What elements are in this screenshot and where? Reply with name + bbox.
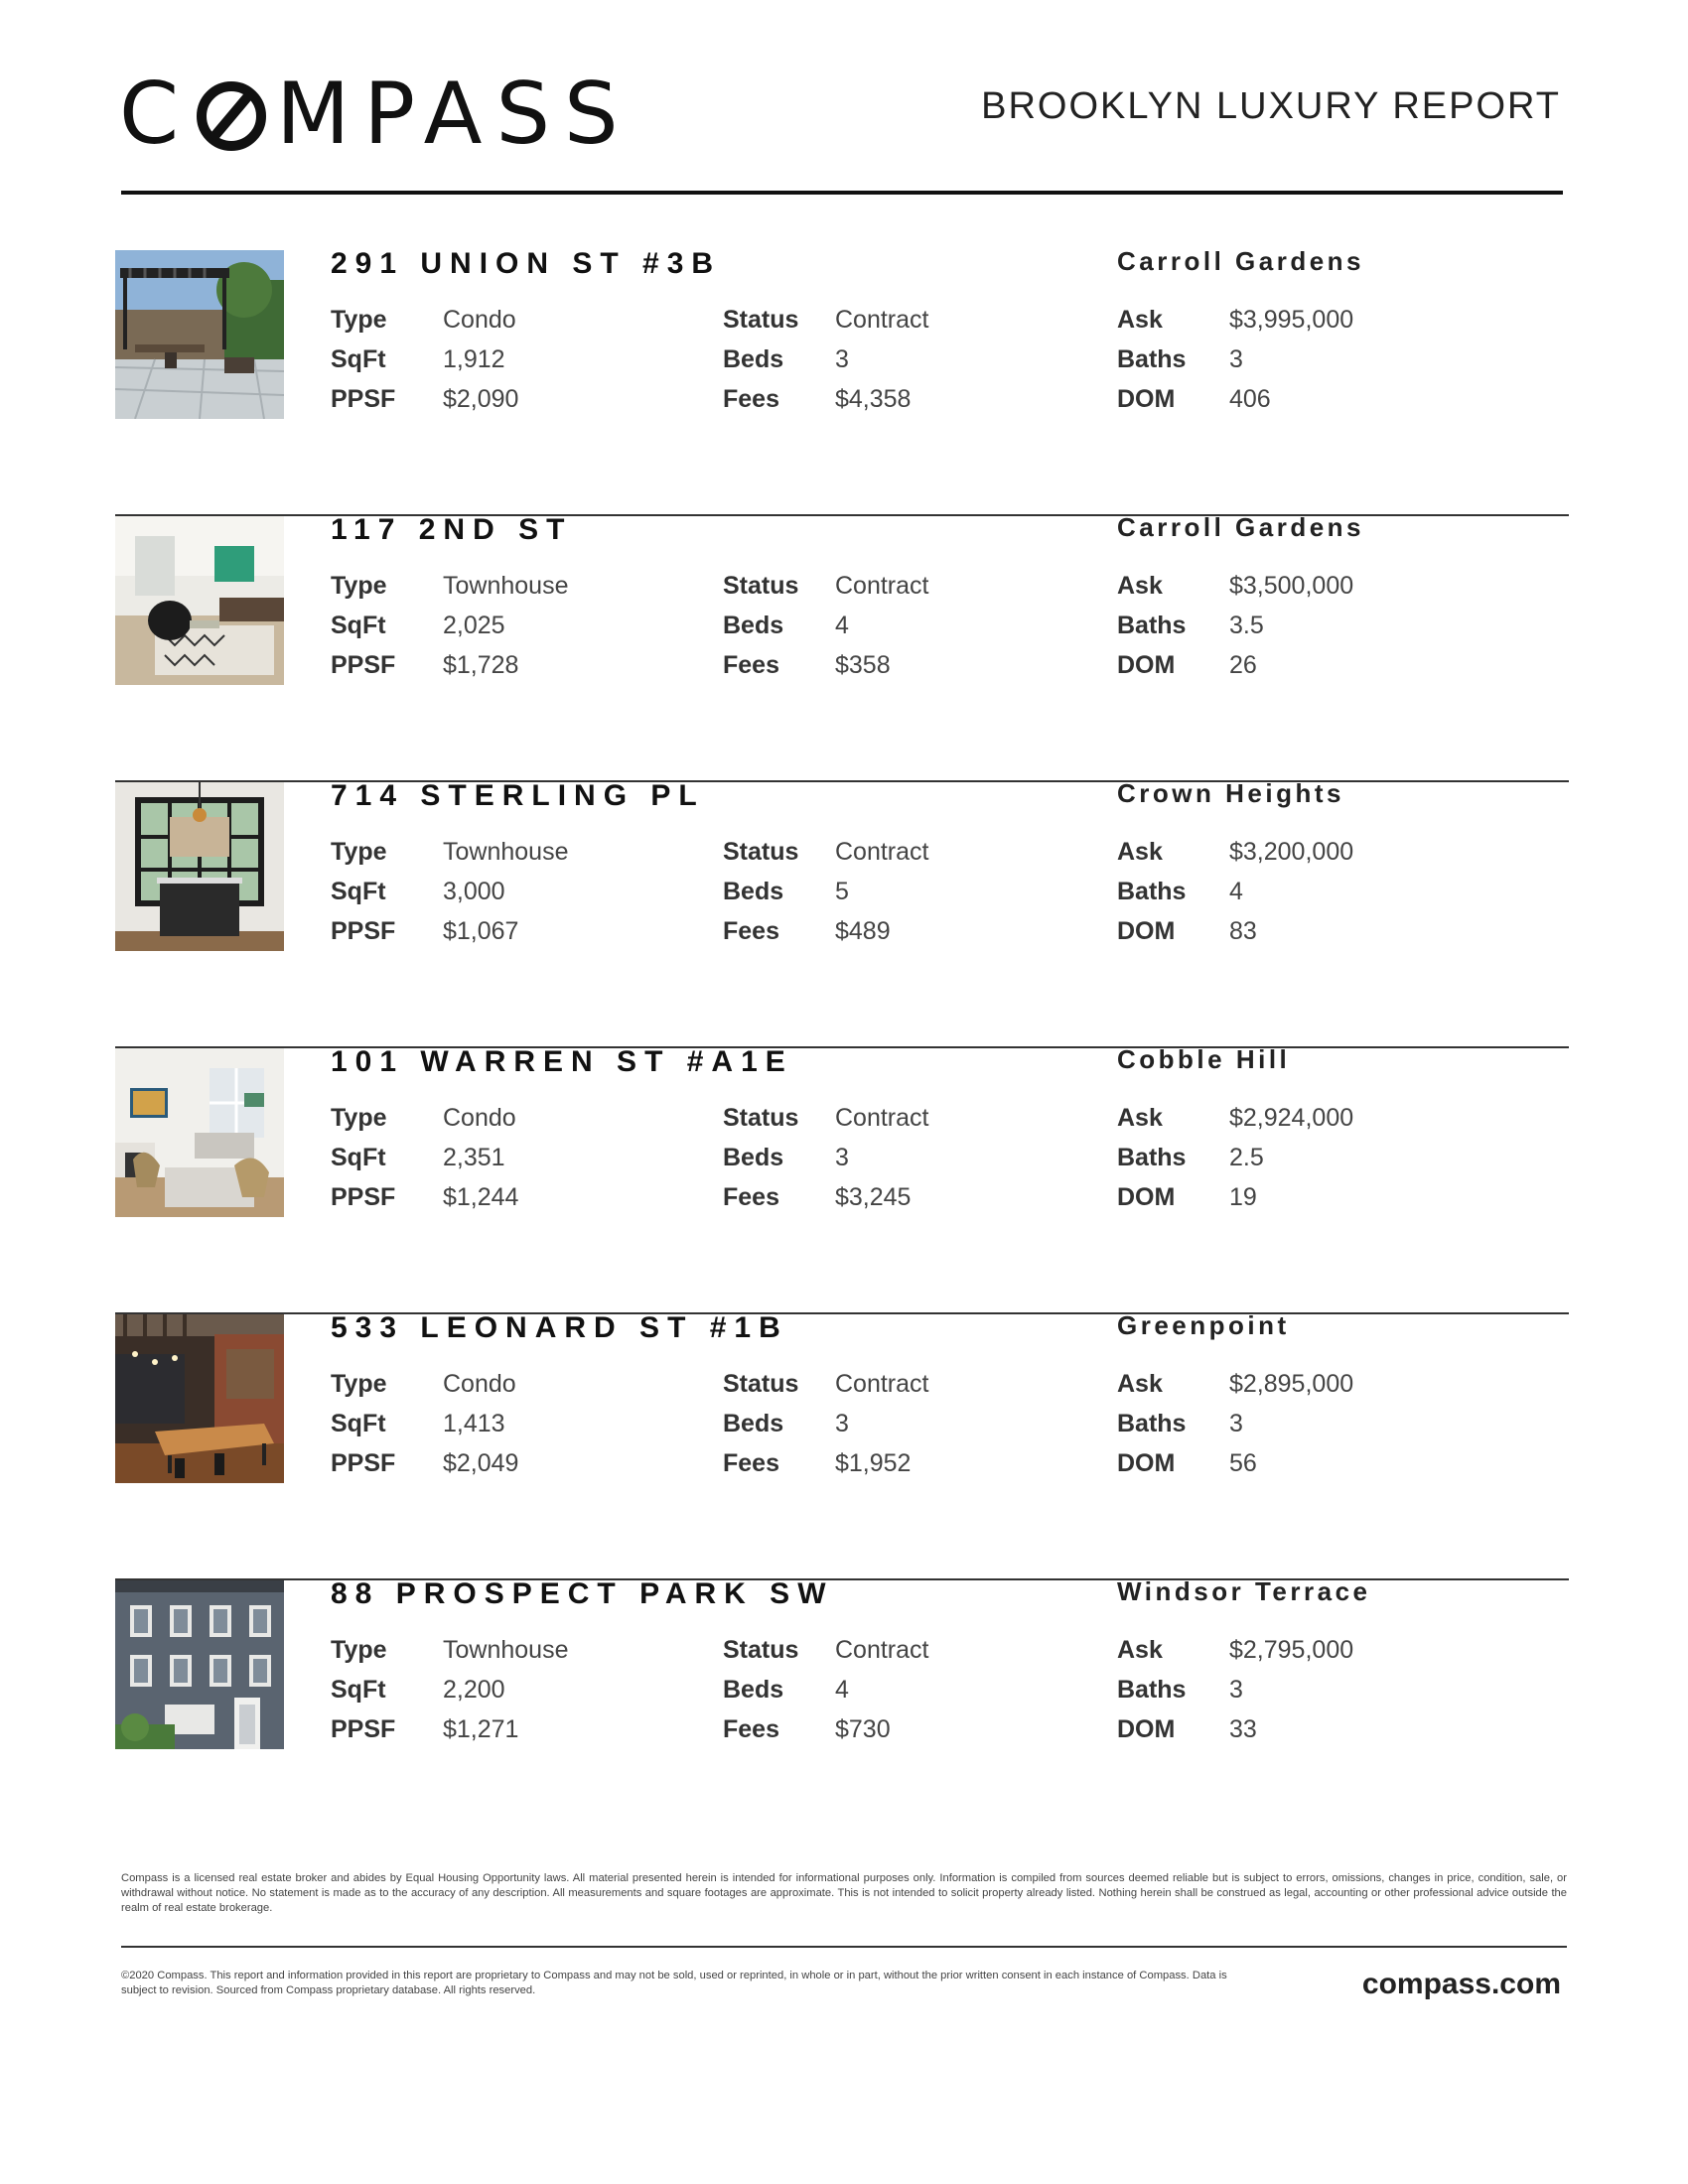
listing-neighborhood: Carroll Gardens <box>1117 246 1365 276</box>
fees-label: Fees <box>723 1714 779 1743</box>
listing-address[interactable]: 88 PROSPECT PARK SW <box>331 1577 834 1610</box>
ask-value: $3,500,000 <box>1229 571 1354 600</box>
baths-label: Baths <box>1117 344 1187 373</box>
beds-value: 5 <box>835 877 849 905</box>
beds-value: 3 <box>835 1409 849 1437</box>
fees-row <box>723 1177 928 1217</box>
ask-value: $2,895,000 <box>1229 1369 1354 1398</box>
sqft-label: SqFt <box>331 1409 386 1437</box>
type-row <box>331 1630 568 1670</box>
sqft-value: 3,000 <box>443 877 505 905</box>
baths-row <box>1117 1670 1353 1709</box>
listing-item <box>115 246 1569 516</box>
compass-o-icon <box>197 81 266 151</box>
baths-row <box>1117 1138 1353 1177</box>
dom-row <box>1117 645 1353 685</box>
fees-value: $489 <box>835 916 891 945</box>
status-label: Status <box>723 1635 799 1664</box>
ppsf-value: $1,244 <box>443 1182 519 1211</box>
fees-label: Fees <box>723 650 779 679</box>
loft-dining-photo <box>115 1314 284 1483</box>
fees-row <box>723 379 928 419</box>
ask-row <box>1117 566 1353 606</box>
status-row <box>723 300 928 340</box>
beds-value: 3 <box>835 344 849 373</box>
beds-label: Beds <box>723 344 784 373</box>
ppsf-value: $2,049 <box>443 1448 519 1477</box>
listing-details-middle <box>723 1364 928 1483</box>
facade-photo <box>115 1580 284 1749</box>
listing-address[interactable]: 291 UNION ST #3B <box>331 247 722 280</box>
compass-logo <box>119 65 633 164</box>
sqft-row <box>331 606 568 645</box>
status-value: Contract <box>835 1635 929 1664</box>
status-label: Status <box>723 1369 799 1398</box>
listing-details-middle <box>723 1630 928 1749</box>
dom-label: DOM <box>1117 1714 1176 1743</box>
beds-value: 4 <box>835 611 849 639</box>
status-value: Contract <box>835 837 929 866</box>
ask-label: Ask <box>1117 837 1163 866</box>
listing-neighborhood: Cobble Hill <box>1117 1044 1291 1074</box>
dom-row <box>1117 1443 1353 1483</box>
beds-row <box>723 606 928 645</box>
status-value: Contract <box>835 1103 929 1132</box>
listing-details-left <box>331 1630 568 1749</box>
fees-value: $1,952 <box>835 1448 912 1477</box>
dom-label: DOM <box>1117 384 1176 413</box>
website-link[interactable]: compass.com <box>1361 1968 1561 2000</box>
type-row <box>331 1364 518 1404</box>
status-row <box>723 566 928 606</box>
status-label: Status <box>723 571 799 600</box>
dom-row <box>1117 1709 1353 1749</box>
baths-label: Baths <box>1117 611 1187 639</box>
baths-row <box>1117 606 1353 645</box>
dom-value: 406 <box>1229 384 1271 413</box>
listing-item <box>115 1576 1569 1846</box>
listing-item <box>115 1310 1569 1580</box>
ppsf-label: PPSF <box>331 384 396 413</box>
kitchen-photo <box>115 782 284 951</box>
listing-photo-kitchen <box>115 782 284 951</box>
listing-details-left <box>331 1364 518 1483</box>
listing-photo-living-room-fireplace <box>115 1048 284 1217</box>
ppsf-row <box>331 1709 568 1749</box>
ppsf-label: PPSF <box>331 650 396 679</box>
dom-value: 83 <box>1229 916 1257 945</box>
fees-row <box>723 645 928 685</box>
beds-label: Beds <box>723 1409 784 1437</box>
fees-row <box>723 1709 928 1749</box>
listing-details-left <box>331 566 568 685</box>
ask-row <box>1117 832 1353 872</box>
baths-label: Baths <box>1117 1409 1187 1437</box>
ppsf-row <box>331 379 518 419</box>
beds-row <box>723 340 928 379</box>
beds-label: Beds <box>723 611 784 639</box>
beds-row <box>723 872 928 911</box>
beds-row <box>723 1404 928 1443</box>
fees-value: $358 <box>835 650 891 679</box>
status-label: Status <box>723 837 799 866</box>
listing-neighborhood: Greenpoint <box>1117 1310 1290 1340</box>
status-row <box>723 1364 928 1404</box>
type-row <box>331 566 568 606</box>
type-row <box>331 1098 518 1138</box>
dom-row <box>1117 1177 1353 1217</box>
type-value: Condo <box>443 305 516 334</box>
type-row <box>331 832 568 872</box>
copyright-notice: ©2020 Compass. This report and information provided in this report are proprietary to Compass and may not be sold, used or reprinted, in whole or in part, without the prior written consent in each instance of Compass. Data is subject to revision. Sourced from Compass proprietary database. All rights reserved. <box>121 1970 1227 1996</box>
type-label: Type <box>331 571 387 600</box>
sqft-row <box>331 340 518 379</box>
footer-divider <box>121 1946 1567 1948</box>
ask-label: Ask <box>1117 571 1163 600</box>
sqft-row <box>331 1670 568 1709</box>
ask-value: $2,795,000 <box>1229 1635 1354 1664</box>
listing-item <box>115 778 1569 1048</box>
fees-label: Fees <box>723 1448 779 1477</box>
ppsf-value: $1,728 <box>443 650 519 679</box>
listing-photo-loft-dining <box>115 1314 284 1483</box>
ppsf-label: PPSF <box>331 1182 396 1211</box>
sqft-row <box>331 1404 518 1443</box>
ppsf-value: $1,271 <box>443 1714 519 1743</box>
dom-row <box>1117 911 1353 951</box>
beds-label: Beds <box>723 877 784 905</box>
fees-value: $3,245 <box>835 1182 912 1211</box>
type-value: Condo <box>443 1103 516 1132</box>
ppsf-row <box>331 911 568 951</box>
baths-value: 3 <box>1229 1675 1243 1704</box>
dom-value: 19 <box>1229 1182 1257 1211</box>
listing-details-right <box>1117 300 1353 419</box>
ask-row <box>1117 300 1353 340</box>
listing-details-left <box>331 832 568 951</box>
beds-label: Beds <box>723 1675 784 1704</box>
sqft-value: 2,025 <box>443 611 505 639</box>
ask-label: Ask <box>1117 1369 1163 1398</box>
dom-value: 26 <box>1229 650 1257 679</box>
beds-label: Beds <box>723 1143 784 1171</box>
type-label: Type <box>331 1103 387 1132</box>
beds-row <box>723 1138 928 1177</box>
status-value: Contract <box>835 571 929 600</box>
ask-value: $3,200,000 <box>1229 837 1354 866</box>
listing-details-middle <box>723 832 928 951</box>
ppsf-value: $2,090 <box>443 384 519 413</box>
sqft-label: SqFt <box>331 1675 386 1704</box>
fees-label: Fees <box>723 916 779 945</box>
listing-neighborhood: Crown Heights <box>1117 778 1344 808</box>
sqft-value: 2,200 <box>443 1675 505 1704</box>
dom-row <box>1117 379 1353 419</box>
listing-details-right <box>1117 1630 1353 1749</box>
listing-photo-living-room <box>115 516 284 685</box>
ask-value: $3,995,000 <box>1229 305 1354 334</box>
baths-value: 3 <box>1229 344 1243 373</box>
sqft-label: SqFt <box>331 611 386 639</box>
type-value: Condo <box>443 1369 516 1398</box>
roof-terrace-photo <box>115 250 284 419</box>
listing-details-right <box>1117 566 1353 685</box>
sqft-label: SqFt <box>331 1143 386 1171</box>
baths-row <box>1117 872 1353 911</box>
status-row <box>723 832 928 872</box>
sqft-value: 1,413 <box>443 1409 505 1437</box>
ppsf-row <box>331 645 568 685</box>
type-value: Townhouse <box>443 571 569 600</box>
ask-label: Ask <box>1117 1635 1163 1664</box>
listing-details-left <box>331 300 518 419</box>
ppsf-label: PPSF <box>331 1714 396 1743</box>
listing-details-right <box>1117 1098 1353 1217</box>
ppsf-row <box>331 1177 518 1217</box>
baths-label: Baths <box>1117 1143 1187 1171</box>
type-value: Townhouse <box>443 1635 569 1664</box>
type-label: Type <box>331 837 387 866</box>
listing-address[interactable]: 101 WARREN ST #A1E <box>331 1045 793 1078</box>
ppsf-row <box>331 1443 518 1483</box>
baths-label: Baths <box>1117 1675 1187 1704</box>
listing-neighborhood: Carroll Gardens <box>1117 512 1365 542</box>
ask-row <box>1117 1098 1353 1138</box>
ask-label: Ask <box>1117 305 1163 334</box>
beds-row <box>723 1670 928 1709</box>
logo-wordmark: C MPASS <box>119 65 633 164</box>
listing-item <box>115 1044 1569 1314</box>
sqft-value: 2,351 <box>443 1143 505 1171</box>
listing-details-middle <box>723 300 928 419</box>
listing-details-right <box>1117 832 1353 951</box>
ppsf-value: $1,067 <box>443 916 519 945</box>
listing-details-left <box>331 1098 518 1217</box>
beds-value: 4 <box>835 1675 849 1704</box>
dom-value: 33 <box>1229 1714 1257 1743</box>
legal-disclaimer: Compass is a licensed real estate broker and abides by Equal Housing Opportunity laws. All material presented herein is intended for informational purposes only. Information is compiled from sources deemed reliable but is subject to errors, omissions, changes in price, condition, sale, or withdrawal without notice. No statement is made as to the accuracy of any description. All measurements and square footages are approximate. This is not intended to solicit property already listed. Nothing herein shall be construed as legal, accounting or other professional advice outside the realm of real estate brokerage. <box>121 1872 1567 1914</box>
listing-item <box>115 512 1569 782</box>
dom-value: 56 <box>1229 1448 1257 1477</box>
type-label: Type <box>331 305 387 334</box>
listing-neighborhood: Windsor Terrace <box>1117 1576 1371 1606</box>
baths-value: 3.5 <box>1229 611 1264 639</box>
listing-address[interactable]: 714 STERLING PL <box>331 779 705 812</box>
ask-row <box>1117 1630 1353 1670</box>
type-value: Townhouse <box>443 837 569 866</box>
listing-details-middle <box>723 566 928 685</box>
fees-value: $4,358 <box>835 384 912 413</box>
dom-label: DOM <box>1117 650 1176 679</box>
status-row <box>723 1098 928 1138</box>
type-label: Type <box>331 1635 387 1664</box>
listing-photo-roof-terrace <box>115 250 284 419</box>
sqft-label: SqFt <box>331 877 386 905</box>
beds-value: 3 <box>835 1143 849 1171</box>
dom-label: DOM <box>1117 916 1176 945</box>
baths-value: 2.5 <box>1229 1143 1264 1171</box>
report-title: BROOKLYN LUXURY REPORT <box>981 85 1561 127</box>
sqft-row <box>331 872 568 911</box>
listing-address[interactable]: 117 2ND ST <box>331 513 573 546</box>
sqft-value: 1,912 <box>443 344 505 373</box>
baths-label: Baths <box>1117 877 1187 905</box>
listing-details-right <box>1117 1364 1353 1483</box>
header-divider <box>121 191 1563 195</box>
fees-label: Fees <box>723 1182 779 1211</box>
listing-photo-facade <box>115 1580 284 1749</box>
ask-value: $2,924,000 <box>1229 1103 1354 1132</box>
status-row <box>723 1630 928 1670</box>
ask-row <box>1117 1364 1353 1404</box>
fees-value: $730 <box>835 1714 891 1743</box>
type-label: Type <box>331 1369 387 1398</box>
sqft-row <box>331 1138 518 1177</box>
fees-row <box>723 911 928 951</box>
dom-label: DOM <box>1117 1182 1176 1211</box>
fees-label: Fees <box>723 384 779 413</box>
status-label: Status <box>723 305 799 334</box>
baths-value: 4 <box>1229 877 1243 905</box>
ppsf-label: PPSF <box>331 916 396 945</box>
baths-value: 3 <box>1229 1409 1243 1437</box>
listing-address[interactable]: 533 LEONARD ST #1B <box>331 1311 788 1344</box>
dom-label: DOM <box>1117 1448 1176 1477</box>
fees-row <box>723 1443 928 1483</box>
ppsf-label: PPSF <box>331 1448 396 1477</box>
status-label: Status <box>723 1103 799 1132</box>
status-value: Contract <box>835 305 929 334</box>
living-room-fireplace-photo <box>115 1048 284 1217</box>
listing-details-middle <box>723 1098 928 1217</box>
sqft-label: SqFt <box>331 344 386 373</box>
status-value: Contract <box>835 1369 929 1398</box>
ask-label: Ask <box>1117 1103 1163 1132</box>
living-room-photo <box>115 516 284 685</box>
type-row <box>331 300 518 340</box>
baths-row <box>1117 340 1353 379</box>
baths-row <box>1117 1404 1353 1443</box>
